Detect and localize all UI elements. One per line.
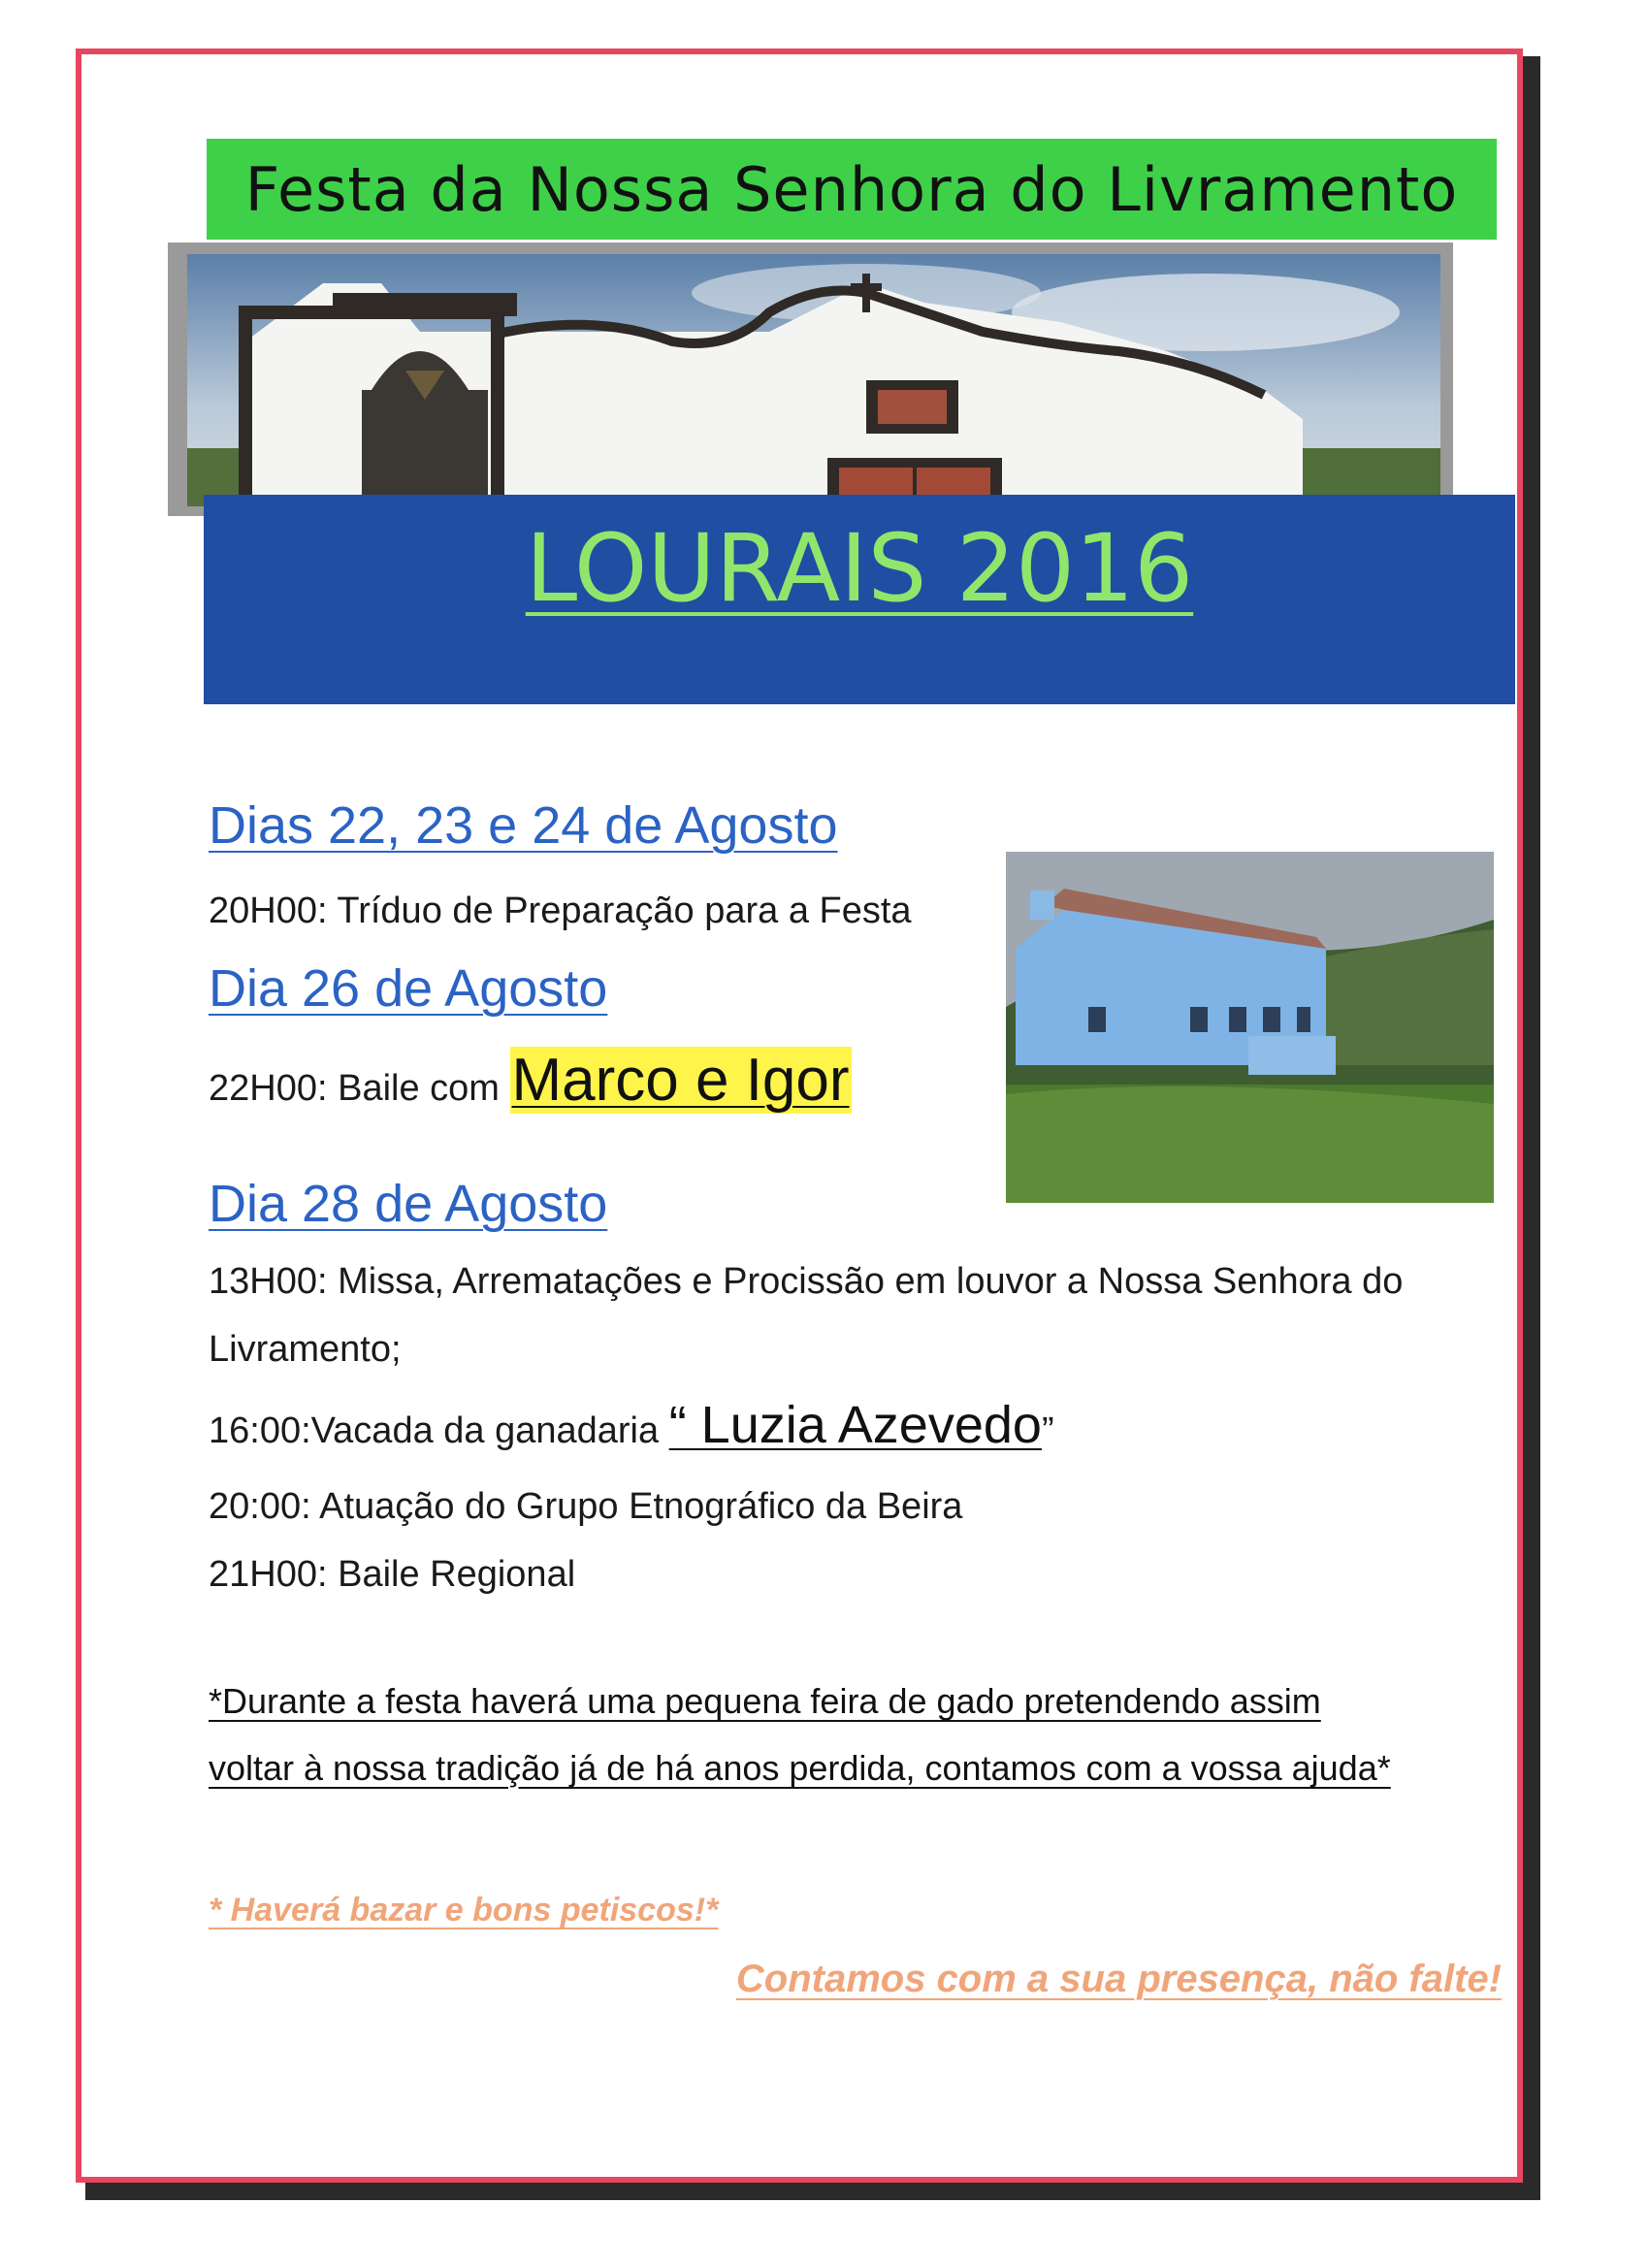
place-year-heading: LOURAIS 2016 — [525, 514, 1194, 623]
baile-artist-highlight: Marco e Igor — [511, 1047, 850, 1114]
feira-note-line-1: *Durante a festa haverá uma pequena feira de gado pretendendo assim — [209, 1681, 1321, 1721]
heading-dia-26: Dia 26 de Agosto — [209, 959, 608, 1018]
title-band — [207, 139, 1497, 240]
poster-title: Festa da Nossa Senhora do Livramento — [244, 153, 1459, 225]
atuacao-line: 20:00: Atuação do Grupo Etnográfico da Beira — [209, 1486, 963, 1527]
blue-house-image — [1006, 852, 1494, 1203]
missa-line-1: 13H00: Missa, Arrematações e Procissão em louvor a Nossa Senhora do — [209, 1261, 1404, 1302]
heading-dia-28: Dia 28 de Agosto — [209, 1175, 608, 1233]
blue-house-photo — [1006, 852, 1494, 1203]
chapel-facade-image — [187, 254, 1440, 506]
triduo-line: 20H00: Tríduo de Preparação para a Festa — [209, 891, 912, 931]
vacada-suffix: ” — [1041, 1410, 1054, 1451]
bazar-note: * Haverá bazar e bons petiscos!* — [209, 1892, 719, 1928]
feira-note-line-2: voltar à nossa tradição já de há anos perdida, contamos com a vossa ajuda* — [209, 1748, 1391, 1788]
baile-line — [209, 1046, 852, 1115]
baile-regional-line: 21H00: Baile Regional — [209, 1554, 576, 1595]
missa-line-2: Livramento; — [209, 1329, 402, 1370]
vacada-ganadaria-name: “ Luzia Azevedo — [668, 1396, 1042, 1454]
vacada-line — [209, 1395, 1054, 1455]
vacada-prefix: 16:00:Vacada da ganadaria — [209, 1410, 669, 1451]
heading-dias-22-24: Dias 22, 23 e 24 de Agosto — [209, 796, 838, 855]
chapel-photo — [187, 254, 1440, 506]
baile-prefix: 22H00: Baile com — [209, 1068, 510, 1109]
closing-message: Contamos com a sua presença, não falte! — [735, 1958, 1502, 2000]
